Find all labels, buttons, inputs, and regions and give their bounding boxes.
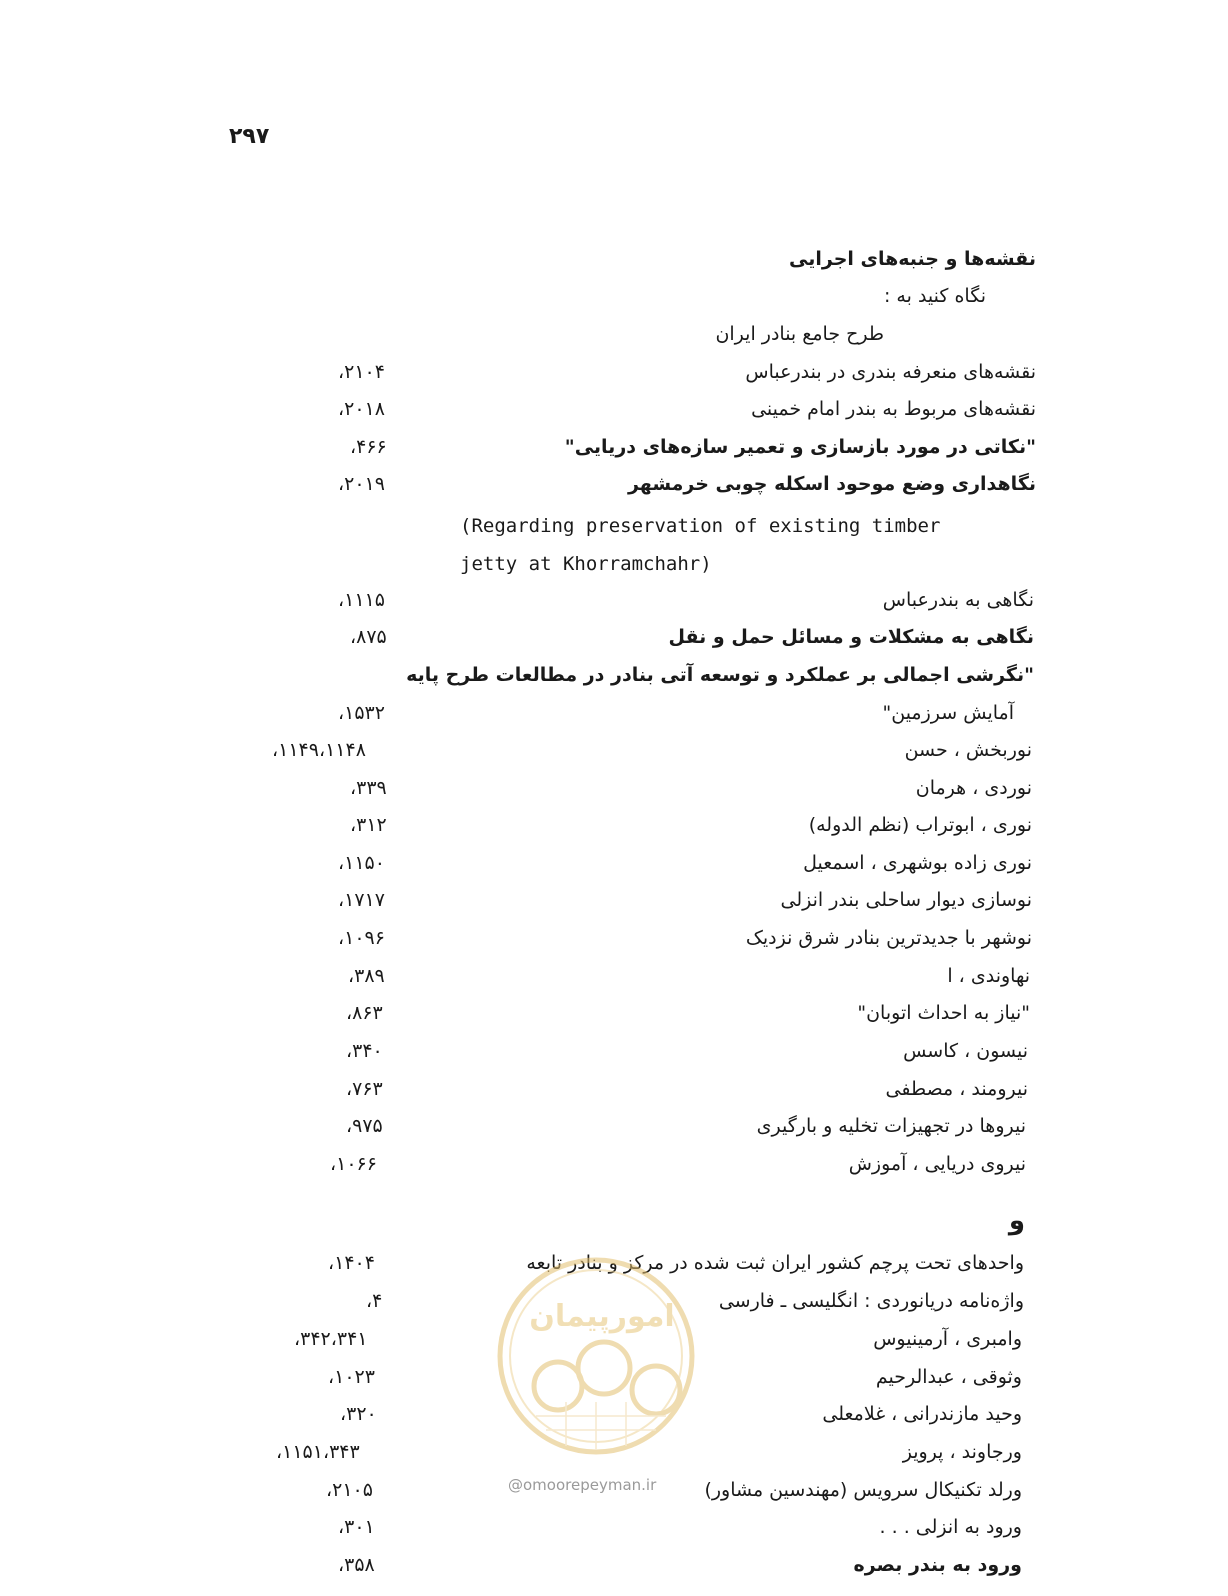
index-entry (406, 657, 1034, 693)
entry-page-refs: ۷۶۳، (346, 1078, 383, 1100)
index-entry (300, 1033, 1028, 1069)
index-entry (300, 920, 1032, 956)
entry-page-refs: ۲۰۱۸، (338, 398, 385, 420)
entry-page-refs: ۳۴۰، (346, 1040, 383, 1062)
entry-title: آمایش سرزمین" (882, 702, 1014, 724)
entry-title: نگاهی به مشکلات و مسائل حمل و نقل (668, 626, 1034, 648)
index-entry (300, 695, 1014, 731)
english-note-line-2: jetty at Khorramchahr) (460, 553, 712, 575)
english-note-line-1: (Regarding preservation of existing timber (460, 515, 941, 537)
entry-title: واحدهای تحت پرچم کشور ایران ثبت شده در مرکز و بنادر تابعه (526, 1252, 1024, 1274)
entry-page-refs: ۳۸۹، (348, 965, 385, 987)
section-letter: و (1008, 1206, 1025, 1236)
entry-title: نوربخش ، حسن (904, 739, 1032, 761)
entry-title: نگاه کنید به : (883, 285, 986, 307)
entry-page-refs: ۸۷۵، (350, 626, 387, 648)
entry-page-refs: ۲۱۰۵، (326, 1479, 373, 1501)
entry-title: نیروی دریایی ، آموزش (848, 1153, 1026, 1175)
entry-title: ورلد تکنیکال سرویس (مهندسین مشاور) (704, 1479, 1022, 1501)
index-entry (300, 770, 1032, 806)
entry-page-refs: ۸۶۳، (346, 1002, 383, 1024)
index-entry (300, 807, 1032, 843)
entry-title: نیروها در تجهیزات تخلیه و بارگیری (756, 1115, 1026, 1137)
index-entry (300, 1547, 1022, 1583)
entry-page-refs: ۹۷۵، (346, 1115, 383, 1137)
index-entry (300, 845, 1032, 881)
entry-page-refs: ۳۱۲، (350, 814, 387, 836)
index-entry (300, 354, 1036, 390)
entry-title: "نگرشی اجمالی بر عملکرد و توسعه آتی بنادر در مطالعات طرح پایه (406, 664, 1034, 686)
page-number: ۲۹۷ (229, 124, 270, 149)
index-entry (300, 429, 1036, 465)
entry-title: نقشه‌های مربوط به بندر امام خمینی (751, 398, 1036, 420)
entry-page-refs: ۱۷۱۷، (338, 889, 385, 911)
index-entry (300, 391, 1036, 427)
entry-title: نقشه‌ها و جنبه‌های اجرایی (789, 248, 1036, 270)
entry-title: نگاهداری وضع موحود اسکله چوبی خرمشهر (627, 473, 1036, 495)
entry-page-refs: ۱۱۵۰، (338, 852, 385, 874)
entry-page-refs: ۲۱۰۴، (338, 361, 385, 383)
entry-title: نهاوندی ، ا (947, 965, 1030, 987)
entry-page-refs: ۱۰۹۶، (338, 927, 385, 949)
entry-page-refs: ۱۴۰۴، (328, 1252, 375, 1274)
index-entry (300, 1146, 1026, 1182)
entry-page-refs: ۳۳۹، (350, 777, 387, 799)
entry-title: "نکاتی در مورد بازسازی و تعمیر سازه‌های دریایی" (564, 436, 1036, 458)
index-entry (300, 958, 1030, 994)
entry-title: نیرومند ، مصطفی (885, 1078, 1028, 1100)
entry-title: طرح جامع بنادر ایران (715, 323, 884, 345)
entry-title: ورود به انزلی . . . (879, 1516, 1022, 1538)
index-entry (300, 1509, 1022, 1545)
index-entry (300, 1472, 1022, 1508)
entry-title: وامبری ، آرمینیوس (873, 1328, 1022, 1350)
entry-title: نوسازی دیوار ساحلی بندر انزلی (780, 889, 1032, 911)
watermark-seal-icon (496, 1256, 706, 1456)
entry-title: نوری ، ابوتراب (نظم الدوله) (808, 814, 1032, 836)
watermark-url: @omoorepeyman.ir (508, 1476, 657, 1494)
index-entry (300, 619, 1034, 655)
entry-title: نوشهر با جدیدترین بنادر شرق نزدیک (745, 927, 1032, 949)
index-entry (300, 1108, 1026, 1144)
entry-title: نگاهی به بندرعباس (882, 589, 1034, 611)
index-entry (300, 582, 1034, 618)
entry-page-refs: ۴۶۶، (350, 436, 387, 458)
index-entry (300, 995, 1030, 1031)
index-entry (300, 1071, 1028, 1107)
index-entry (600, 241, 1036, 277)
entry-page-refs: ۱۱۵۱،۳۴۳، (276, 1441, 360, 1463)
entry-title: ورود به بندر بصره (853, 1554, 1022, 1576)
entry-page-refs: ۱۵۳۲، (338, 702, 385, 724)
index-entry (300, 466, 1036, 502)
entry-title: نیسون ، کاسس (903, 1040, 1028, 1062)
entry-title: وحید مازندرانی ، غلامعلی (822, 1403, 1022, 1425)
entry-page-refs: ۱۰۶۶، (330, 1153, 377, 1175)
entry-page-refs: ۱۱۴۹،۱۱۴۸، (272, 739, 366, 761)
index-entry (600, 278, 986, 314)
entry-page-refs: ۴، (366, 1290, 383, 1312)
entry-page-refs: ۳۴۲،۳۴۱، (294, 1328, 368, 1350)
entry-page-refs: ۱۰۲۳، (328, 1366, 375, 1388)
index-entry (600, 316, 884, 352)
entry-page-refs: ۱۱۱۵، (338, 589, 385, 611)
watermark-text: امورپیمان (529, 1299, 675, 1334)
index-entry (300, 882, 1032, 918)
entry-title: "نیاز به احداث اتوبان" (857, 1002, 1030, 1024)
index-entry (270, 732, 1032, 768)
entry-page-refs: ۲۰۱۹، (338, 473, 385, 495)
entry-title: نوردی ، هرمان (915, 777, 1032, 799)
entry-title: وثوقی ، عبدالرحیم (875, 1366, 1022, 1388)
entry-page-refs: ۳۰۱، (338, 1516, 375, 1538)
entry-page-refs: ۳۲۰، (340, 1403, 377, 1425)
entry-page-refs: ۳۵۸، (338, 1554, 375, 1576)
entry-title: نقشه‌های منعرفه بندری در بندرعباس (745, 361, 1036, 383)
entry-title: نوری زاده بوشهری ، اسمعیل (803, 852, 1032, 874)
watermark-logo (496, 1256, 706, 1456)
entry-title: ورجاوند ، پرویز (902, 1441, 1022, 1463)
entry-title: واژه‌نامه دریانوردی : انگلیسی ـ فارسی (718, 1290, 1024, 1312)
